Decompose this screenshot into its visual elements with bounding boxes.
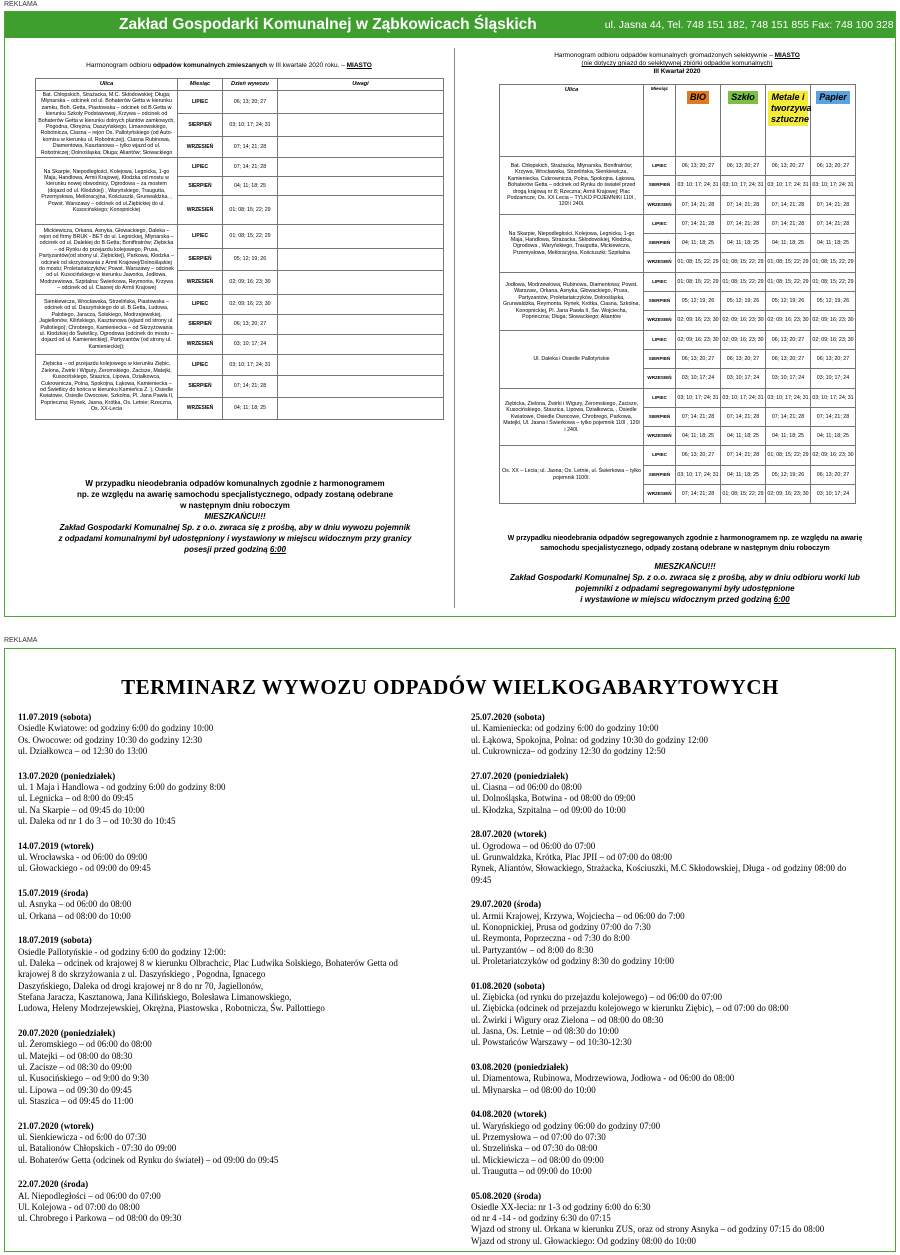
schedule-entry bbox=[471, 1062, 891, 1096]
table-row bbox=[500, 446, 856, 465]
entry-line: ul. Legnicka – od 8:00 do 09:45 bbox=[18, 793, 134, 804]
paper-cell: 07; 14; 21; 28 bbox=[811, 407, 856, 426]
entry-line: ul. Żeromskiego – od 06:00 do 08:00 bbox=[18, 1039, 152, 1050]
plastics-cell: 01; 08; 15; 22; 29 bbox=[766, 446, 811, 465]
plastics-cell: 04; 11; 18; 25 bbox=[766, 427, 811, 446]
table-row bbox=[500, 388, 856, 407]
mixed-waste-table bbox=[35, 78, 444, 420]
day-cell: 03; 10; 17; 24 bbox=[223, 335, 278, 355]
bio-label: BIO bbox=[687, 91, 709, 104]
bio-cell: 07; 14; 21; 28 bbox=[676, 195, 721, 214]
month-cell: LIPIEC bbox=[644, 388, 676, 407]
table-row bbox=[500, 157, 856, 176]
entry-line: ul. Działkowca – od 12:30 do 13:00 bbox=[18, 745, 148, 756]
table-row bbox=[36, 158, 444, 177]
entry-line: ul. Reymonta, Poprzeczna - od 7:30 do 8:00 bbox=[471, 933, 630, 944]
paper-cell: 03; 10; 17; 24 bbox=[811, 485, 856, 504]
entry-line: krajowej 8 do skrzyżowania z ul. Daszyńskiego , Pogodna, Ignacego bbox=[18, 969, 266, 980]
glass-cell: 05; 12; 19; 26 bbox=[721, 292, 766, 311]
entry-line: ul. Waryńskiego od godziny 06:00 do godziny 07:00 bbox=[471, 1120, 661, 1131]
day-cell: 03; 10; 17; 24; 31 bbox=[223, 114, 278, 137]
month-cell: LIPIEC bbox=[644, 330, 676, 349]
entry-line: ul. Batalionów Chłopskich - 07:30 do 09:00 bbox=[18, 1143, 177, 1154]
bio-cell: 06; 13; 20; 27 bbox=[676, 349, 721, 368]
street-list: Jodłowa, Modrzewiowa, Rubinowa, Diamentowa; Powst. Warszaw,, Orkana, Asnyka, Głowackiego, Prusa, Partyzantów, Proletariatczyków, Dolnośląska, Grunwaldzka, Reymonta. Rynek, Krótka, Ciasna, Szkolna, Konopnickiej, Pl. Jana Pawła II, Św. Wojciecha, Popriecznа; Długa; Słowackiego; Aliantów bbox=[500, 272, 644, 330]
glass-cell: 03; 10; 17; 24; 31 bbox=[721, 176, 766, 195]
entry-date: 05.08.2020 (środa) bbox=[471, 1190, 542, 1201]
entry-line: Osiedle Kwiatowe: od godziny 6:00 do godziny 10:00 bbox=[18, 723, 214, 734]
glass-cell: 07; 14; 21; 28 bbox=[721, 214, 766, 233]
month-cell: WRZESIEŃ bbox=[178, 398, 223, 420]
table-row bbox=[500, 214, 856, 233]
schedule-entry bbox=[18, 935, 458, 1014]
entry-line: Wjazd od strony ul. Orkana w kierunku ZUS, oraz od strony Asnyka – od godziny 07:15 do 08:00 bbox=[471, 1224, 825, 1235]
entry-line: ul. Lipowa – od 09:30 do 09:45 bbox=[18, 1084, 132, 1095]
plastics-cell: 01; 08; 15; 22; 29 bbox=[766, 272, 811, 291]
notes-cell bbox=[278, 91, 444, 114]
month-cell: SIERPIEŃ bbox=[644, 465, 676, 484]
month-cell: WRZESIEŃ bbox=[644, 253, 676, 272]
plastics-cell: 06; 13; 20; 27 bbox=[766, 157, 811, 176]
plastics-cell: 07; 14; 21; 28 bbox=[766, 214, 811, 233]
collection-schedule-ad bbox=[4, 11, 896, 617]
entry-line: Stefana Jaracza, Kasztanowa, Jana Kilińskiego, Bolesława Limanowskiego, bbox=[18, 991, 292, 1002]
entry-line: ul. Strzelińska – od 07:30 do 08:00 bbox=[471, 1143, 598, 1154]
schedule-entry bbox=[18, 1121, 458, 1166]
header-month: Miesiąc bbox=[178, 79, 223, 91]
entry-line: ul. Grunwaldzka, Krótka, Plac JPII – od 07:00 do 08:00 bbox=[471, 851, 672, 862]
paper-cell: 07; 14; 21; 28 bbox=[811, 214, 856, 233]
month-cell: SIERPIEŃ bbox=[178, 177, 223, 196]
glass-cell: 07; 14; 21; 28 bbox=[721, 446, 766, 465]
schedule-entry bbox=[18, 1028, 458, 1107]
month-cell: WRZESIEŃ bbox=[178, 335, 223, 355]
notes-cell bbox=[278, 376, 444, 398]
entry-line: ul. Konopnickiej, Prusa od godziny 07:00 do 7:30 bbox=[471, 921, 651, 932]
entry-date: 21.07.2020 (wtorek) bbox=[18, 1120, 94, 1131]
header-street: Ulica bbox=[500, 85, 644, 157]
plastics-cell: 05; 12; 19; 26 bbox=[766, 292, 811, 311]
schedule-entry bbox=[18, 1179, 458, 1224]
entry-date: 14.07.2019 (wtorek) bbox=[18, 840, 94, 851]
entry-date: 27.07.2020 (poniedziałek) bbox=[471, 770, 569, 781]
notes-cell bbox=[278, 196, 444, 225]
entry-line: ul. Orkana – od 08:00 do 10:00 bbox=[18, 910, 131, 921]
notes-cell bbox=[278, 355, 444, 376]
entry-line: ul. Kłodzka, Szpitalna – od 09:00 do 10:00 bbox=[471, 804, 626, 815]
bulky-right-column bbox=[471, 712, 891, 1255]
notes-cell bbox=[278, 335, 444, 355]
entry-line: Osiedle XX-lecia: nr 1-3 od godziny 6:00 do 6:30 bbox=[471, 1201, 651, 1212]
month-cell: WRZESIEŃ bbox=[178, 271, 223, 295]
entry-line: ul. Młynarska – od 08:00 do 10:00 bbox=[471, 1084, 596, 1095]
plastics-cell: 06; 13; 20; 27 bbox=[766, 330, 811, 349]
street-list: Na Skarpie, Niepodległości, Kolejowa, Legnicka, 1-go Maja, Handlowa, Armii Krajowej, Kłodzka od mostu w kierunku nowej obwodnicy, Ogrodowa – za mostem (dojazd od ul. Kłodzkiej) , Waryńskiego, Traugutta, Przemysłowa, Melioracyjna, Kościuszki, Grunwaldzka, , Powst. Warszawy – odcinek od ul.Ziębickiej do ul. Kusocińskiego; Konopnickiej bbox=[36, 158, 178, 225]
entry-date: 04.08.2020 (wtorek) bbox=[471, 1109, 547, 1120]
day-cell: 06; 13; 20; 27 bbox=[223, 91, 278, 114]
table-row bbox=[500, 272, 856, 291]
paper-cell: 02; 09; 16; 23; 30 bbox=[811, 446, 856, 465]
month-cell: LIPIEC bbox=[178, 91, 223, 114]
header-notes: Uwagi bbox=[278, 79, 444, 91]
glass-cell: 03; 10; 17; 24 bbox=[721, 369, 766, 388]
table-row bbox=[500, 330, 856, 349]
paper-cell: 04; 11; 18; 25 bbox=[811, 427, 856, 446]
entry-line: ul. Asnyka – od 06:00 do 08:00 bbox=[18, 899, 132, 910]
table-row bbox=[36, 91, 444, 114]
entry-line: ul. Matejki – od 08:00 do 08:30 bbox=[18, 1050, 133, 1061]
paper-label: Papier bbox=[816, 91, 850, 104]
glass-cell: 03; 10; 17; 24; 31 bbox=[721, 388, 766, 407]
ad-label-bottom: REKLAMA bbox=[4, 637, 38, 644]
notes-cell bbox=[278, 315, 444, 335]
month-cell: LIPIEC bbox=[644, 272, 676, 291]
month-cell: LIPIEC bbox=[644, 214, 676, 233]
header-plastics bbox=[766, 85, 811, 157]
company-name: Zakład Gospodarki Komunalnej w Ząbkowicach Śląskich bbox=[119, 16, 537, 33]
street-list: Bat. Chłopskich, Strażacka, M.C. Skłodowskiej; Długa; Młynarska – odcinek od ul. Bohaterów Getta w kierunku zamku, Boh. Getta, Piastowska – odcinek od B.Getta w kierunku Szkoły Podstawowej, Krzywa – odcinek od Bohaterów Getta w kierunku dolnych plantów zamkowych, Pogodna, Okrężna, Daszyńskiego, Limanowskiego, Robotnicza, Ciasna – rejon Os. Pallotyńskiego (od Auto-komisu w kierunku ul. Robotniczej), Ciasna Rubinowa, Diamentowa, Kasztanowa – tylko wjazd od ul. Robotniczej; Dolnośląska; Długa; Aliantów; Słowackiego bbox=[36, 91, 178, 158]
month-cell: LIPIEC bbox=[178, 158, 223, 177]
table-row bbox=[36, 295, 444, 315]
entry-line: ul. Jasna, Os. Letnie – od 08:30 do 10:00 bbox=[471, 1025, 619, 1036]
plastics-cell: 02; 09; 16; 23; 30 bbox=[766, 311, 811, 330]
bulky-left-column bbox=[18, 712, 458, 1238]
notes-cell bbox=[278, 249, 444, 271]
paper-cell: 01; 08; 15; 22; 29 bbox=[811, 272, 856, 291]
schedule-entry bbox=[471, 1109, 891, 1177]
plastics-cell: 04; 11; 18; 25 bbox=[766, 234, 811, 253]
entry-line: Al. Niepodległości – od 06:00 do 07:00 bbox=[18, 1190, 161, 1201]
glass-cell: 02; 09; 16; 23; 30 bbox=[721, 330, 766, 349]
entry-line: ul. Kusocińskiego – od 9:00 do 9:30 bbox=[18, 1073, 149, 1084]
bio-cell: 04; 11; 18; 25 bbox=[676, 427, 721, 446]
schedule-entry bbox=[471, 712, 891, 757]
entry-line: od nr 4 -14 - od godziny 6:30 do 07:15 bbox=[471, 1213, 611, 1224]
notes-cell bbox=[278, 137, 444, 158]
selective-notice: W przypadku nieodebrania odpadów segregowanych zgodnie z harmonogramem np. ze względu na awarię samochodu specjalistycznego, odpady zostaną odebrane w następnym dniu roboczym MIESZKAŃCU!!! Zakład Gospodarki Komunalnej Sp. z o.o. zwraca się z prośbą, aby w dniu odbioru worki lub pojemniki z odpadami segregowanymi były udostępnione i wystawione w miejscu widocznym przed godziną 6:00 bbox=[507, 535, 863, 604]
selective-table bbox=[499, 84, 856, 504]
month-cell: LIPIEC bbox=[644, 157, 676, 176]
glass-cell: 01; 08; 15; 22; 29 bbox=[721, 485, 766, 504]
entry-line: Daszyńskiego, Daleka od drogi krajowej nr 8 do nr 70, Jagiellonów, bbox=[18, 980, 264, 991]
header-glass bbox=[721, 85, 766, 157]
street-list: Ul. Daleka i Osiedle Pallotyńskie bbox=[500, 330, 644, 388]
notes-cell bbox=[278, 398, 444, 420]
bio-cell: 07; 14; 21; 28 bbox=[676, 214, 721, 233]
month-cell: SIERPIEŃ bbox=[644, 176, 676, 195]
entry-line: ul. Proletariatczyków od godziny 8:30 do godziny 10:00 bbox=[471, 955, 674, 966]
paper-cell: 06; 13; 20; 27 bbox=[811, 157, 856, 176]
header-month: Miesiąc bbox=[644, 85, 676, 157]
entry-line: Wjazd od strony ul. Głowackiego: Od godziny 08:00 do 10:00 bbox=[471, 1235, 696, 1246]
street-list: Ziębicka – od przejazdu kolejowego w kierunku Ziębic, Zielona, Żwirki i Wigury, Żeromskiego, Zacisze, Matejki, Kusocińskiego, Staszica, Lipowa, Działkowca, Cukrownicza, Polna, Spokojna, Łąkowa, Kamieniecka – od Świetlicy do końca w kierunku Kamieńca Z. ), Osiedle Kwiatowe, Osiedle Owocowe, Szkolna, Pl. Jana Pawła II, Popriecznа; Rynek, Jasna, Krótka, Os. Letnie; Rzeczna, Os. XX-Lecia bbox=[36, 355, 178, 420]
plastics-cell: 07; 14; 21; 28 bbox=[766, 195, 811, 214]
entry-date: 11.07.2019 (sobota) bbox=[18, 712, 92, 722]
day-cell: 02; 09; 16; 23; 30 bbox=[223, 271, 278, 295]
bulky-waste-ad bbox=[4, 648, 896, 1252]
entry-line: ul. Wrocławska - od 06:00 do 09:00 bbox=[18, 851, 148, 862]
day-cell: 01; 08; 15; 22; 29 bbox=[223, 196, 278, 225]
selective-rows bbox=[500, 157, 856, 504]
column-divider bbox=[454, 48, 455, 608]
table-row bbox=[36, 355, 444, 376]
notes-cell bbox=[278, 177, 444, 196]
month-cell: LIPIEC bbox=[178, 355, 223, 376]
entry-line: Ul. Kolejowa - od 07:00 do 08:00 bbox=[18, 1201, 140, 1212]
entry-date: 03.08.2020 (poniedziałek) bbox=[471, 1061, 569, 1072]
entry-date: 22.07.2020 (środa) bbox=[18, 1179, 89, 1190]
glass-cell: 06; 13; 20; 27 bbox=[721, 349, 766, 368]
entry-line: ul. Cukrownicza– od godziny 12:30 do godziny 12:50 bbox=[471, 745, 666, 756]
schedule-entry bbox=[471, 981, 891, 1049]
paper-cell: 03; 10; 17; 24 bbox=[811, 369, 856, 388]
month-cell: SIERPIEŃ bbox=[178, 249, 223, 271]
mixed-waste-notice: W przypadku nieodebrania odpadów komunalnych zgodnie z harmonogramem np. ze względu na awarię samochodu specjalistycznego, odpady zostaną odebrane w następnym dniu roboczym MIESZKAŃCU!!! Zakład Gospodarki Komunalnej Sp. z o.o. zwraca się z prośbą, aby w dniu wywozu pojemnik z odpadami komunalnymi był udostępniony i wystawiony w miejscu widocznym przy granicy posesji przed godziną 6:00 bbox=[58, 479, 412, 554]
entry-date: 15.07.2019 (środa) bbox=[18, 888, 89, 899]
schedule-entry bbox=[471, 771, 891, 816]
entry-line: ul. Zacisze – od 08:30 do 09:00 bbox=[18, 1061, 132, 1072]
plastics-label: Metale i tworzywa sztuczne bbox=[768, 91, 808, 126]
entry-line: ul. Na Skarpie – od 09:45 do 10:00 bbox=[18, 804, 145, 815]
entry-line: 09:45 bbox=[471, 874, 492, 885]
entry-date: 20.07.2020 (poniedziałek) bbox=[18, 1028, 116, 1039]
plastics-cell: 03; 10; 17; 24 bbox=[766, 369, 811, 388]
entry-date: 25.07.2020 (sobota) bbox=[471, 712, 545, 722]
notes-cell bbox=[278, 225, 444, 249]
month-cell: WRZESIEŃ bbox=[178, 137, 223, 158]
paper-cell: 02; 09; 16; 23; 30 bbox=[811, 311, 856, 330]
entry-date: 18.07.2019 (sobota) bbox=[18, 935, 92, 946]
notes-cell bbox=[278, 271, 444, 295]
entry-line: ul. Staszica – od 09:45 do 11:00 bbox=[18, 1095, 134, 1106]
entry-line: ul. Partyzantów – od 8:00 do 8:30 bbox=[471, 944, 594, 955]
entry-line: ul. Traugutta – od 09:00 do 10:00 bbox=[471, 1165, 592, 1176]
notes-cell bbox=[278, 114, 444, 137]
month-cell: WRZESIEŃ bbox=[644, 311, 676, 330]
paper-cell: 03; 10; 17; 24; 31 bbox=[811, 388, 856, 407]
schedule-entry bbox=[18, 841, 458, 875]
bio-cell: 05; 12; 19; 26 bbox=[676, 292, 721, 311]
month-cell: SIERPIEŃ bbox=[644, 407, 676, 426]
bio-cell: 06; 13; 20; 27 bbox=[676, 157, 721, 176]
notes-cell bbox=[278, 295, 444, 315]
plastics-cell: 07; 14; 21; 28 bbox=[766, 407, 811, 426]
day-cell: 07; 14; 21; 28 bbox=[223, 158, 278, 177]
month-cell: SIERPIEŃ bbox=[644, 349, 676, 368]
day-cell: 06; 13; 20; 27 bbox=[223, 315, 278, 335]
company-address: ul. Jasna 44, Tel. 748 151 182, 748 151 855 Fax: 748 100 328 bbox=[604, 19, 894, 31]
paper-cell: 03; 10; 17; 24; 31 bbox=[811, 176, 856, 195]
month-cell: SIERPIEŃ bbox=[644, 234, 676, 253]
entry-line: ul. Mickiewicza – od 08:00 do 09:00 bbox=[471, 1154, 604, 1165]
month-cell: LIPIEC bbox=[178, 295, 223, 315]
month-cell: WRZESIEŃ bbox=[644, 195, 676, 214]
street-list: Ziębicka, Zielona, Żwirki i Wigury, Żeromskiego, Zacisze, Kusocińskiego, Staszica, Lipowa, Działkowca, , Osiedle Kwiatowe, Osiedle Owocowe, Chrobrego, Parkowa, Matejki, Ul. Jasna i Świerkowa – tylko pojemnik 110l , 120l i 240l. bbox=[500, 388, 644, 446]
entry-line: ul. Sienkiewicza - od 6:00 do 07:30 bbox=[18, 1131, 147, 1142]
glass-cell: 04; 11; 18; 25 bbox=[721, 465, 766, 484]
schedule-entry bbox=[471, 1191, 891, 1247]
bio-cell: 01; 08; 15; 22; 29 bbox=[676, 253, 721, 272]
day-cell: 03; 10; 17; 24; 31 bbox=[223, 355, 278, 376]
entry-line: ul. Głowackiego - od 09:00 do 09:45 bbox=[18, 863, 151, 874]
entry-line: ul. Ziębicka (od rynku do przejazdu kolejowego) – od 06:00 do 07:00 bbox=[471, 991, 722, 1002]
entry-date: 29.07.2020 (środa) bbox=[471, 899, 542, 910]
entry-line: ul. Diamentowa, Rubinowa, Modrzewiowa, Jodłowa - od 06:00 do 08:00 bbox=[471, 1073, 735, 1084]
notes-cell bbox=[278, 158, 444, 177]
street-list: Os. XX – Lecia; ul. Jasna; Os. Letnie, ul. Świerkowa – tylko pojemnik 1100l. bbox=[500, 446, 644, 504]
schedule-entry bbox=[18, 712, 458, 757]
bio-cell: 01; 08; 15; 22; 29 bbox=[676, 272, 721, 291]
day-cell: 02; 09; 16; 23; 30 bbox=[223, 295, 278, 315]
entry-line: ul. Powstańców Warszawy – od 10:30-12:30 bbox=[471, 1037, 632, 1048]
plastics-cell: 06; 13; 20; 27 bbox=[766, 349, 811, 368]
entry-line: ul. Kamieniecka: od godziny 6:00 do godziny 10:00 bbox=[471, 723, 659, 734]
paper-cell: 06; 13; 20; 27 bbox=[811, 465, 856, 484]
day-cell: 07; 14; 21; 28 bbox=[223, 376, 278, 398]
paper-cell: 05; 12; 19; 26 bbox=[811, 292, 856, 311]
street-list: Mickiewicza, Orkana, Asnyka, Głowackiego, Daleka – rejon od firmy BRUK - BET do ul. Legnickiej, Młynarska – odcinek od ul. Dalekiej do B.Getta; Boniftratrów; Ziębicka – od Rynku do przejazdu kolejowego, Prusa, Partyzantów(od strony ul. Ziębickiej), Parkowa, Kłodzka – odcinek od skrzyżowania z Armii Krajowej/Dolnośląskiej do mostu; Proletariatczyków; Powst. Warszawy – odcinek od ul. Kusocińskiego w kierunku Jaworka, Jodłowa, Modrzewiowa, Szpitalna; Świerkowa, Reymonta, Krzywa – odcinek od ul. Ciasnej do Armii Krajowej bbox=[36, 225, 178, 295]
table-row bbox=[36, 225, 444, 249]
company-banner bbox=[5, 12, 895, 38]
plastics-cell: 02; 09; 16; 23; 30 bbox=[766, 485, 811, 504]
day-cell: 01; 08; 15; 22; 29 bbox=[223, 225, 278, 249]
bio-cell: 03; 10; 17; 24 bbox=[676, 369, 721, 388]
entry-line: ul. Chrobrego i Parkowa – od 08:00 do 09:30 bbox=[18, 1213, 182, 1224]
entry-line: ul. Żwirki i Wigury oraz Zielona – od 08:00 do 08:30 bbox=[471, 1014, 664, 1025]
day-cell: 04; 11; 18; 25 bbox=[223, 177, 278, 196]
paper-cell: 07; 14; 21; 28 bbox=[811, 195, 856, 214]
glass-cell: 02; 09; 16; 23; 30 bbox=[721, 311, 766, 330]
entry-line: ul. Armii Krajowej, Krzywa, Wojciecha – od 06:00 do 7:00 bbox=[471, 910, 685, 921]
entry-line: ul. Daleka – odcinek od krajowej 8 w kierunku Olbrachcic, Plac Ludwika Solskiego, Bohaterów Getta od bbox=[18, 958, 398, 969]
header-bio bbox=[676, 85, 721, 157]
bulky-waste-title: TERMINARZ WYWOZU ODPADÓW WIELKOGABARYTOWYCH bbox=[121, 675, 779, 699]
entry-line: ul. Ogrodowa – od 06:00 do 07:00 bbox=[471, 840, 596, 851]
bio-cell: 03; 10; 17; 24; 31 bbox=[676, 465, 721, 484]
bio-cell: 02; 09; 16; 23; 30 bbox=[676, 330, 721, 349]
entry-line: ul. Ziębicka (odcinek od przejazdu kolejowego w kierunku Ziębic), – od 07:00 do 08:00 bbox=[471, 1003, 789, 1014]
entry-line: Rynek, Aliantów, Słowackiego, Strażacka, Kościuszki, M.C Skłodowskiej, Długa - od godziny 08:00 do bbox=[471, 863, 847, 874]
bio-cell: 03; 10; 17; 24; 31 bbox=[676, 388, 721, 407]
glass-label: Szkło bbox=[728, 91, 758, 104]
header-day: Dzień wywozu bbox=[223, 79, 278, 91]
glass-cell: 07; 14; 21; 28 bbox=[721, 407, 766, 426]
selective-caption: Harmonogram odbioru odpadów komunalnych gromadzonych selektywnie – MIASTO (nie dotyczy gniazd do selektywnej zbiórki odpadów komunalnych) III Kwartał 2020 bbox=[554, 52, 800, 75]
bio-cell: 02; 09; 16; 23; 30 bbox=[676, 311, 721, 330]
glass-cell: 06; 13; 20; 27 bbox=[721, 157, 766, 176]
header-paper bbox=[811, 85, 856, 157]
entry-line: ul. Łąkowa, Spokojna, Polna: od godziny 10:30 do godziny 12:00 bbox=[471, 734, 708, 745]
entry-date: 28.07.2020 (wtorek) bbox=[471, 829, 547, 840]
month-cell: WRZESIEŃ bbox=[644, 485, 676, 504]
month-cell: WRZESIEŃ bbox=[644, 369, 676, 388]
month-cell: SIERPIEŃ bbox=[178, 376, 223, 398]
bio-cell: 03; 10; 17; 24; 31 bbox=[676, 176, 721, 195]
glass-cell: 01; 08; 15; 22; 29 bbox=[721, 253, 766, 272]
street-list: Sienkiewicza, Wrocławska, Strzelińska, Piastowska – odcinek od ul. Daszyńskiego do ul. B.Getta, Ludowa, Palotiego, Jaracza, Sołskiego, Modrzejewskiej, Jagiellonów, Kilińskiego, Kasztanowa (wjazd od strony ul. Pallotiego); Chrobrego, Kamieniecka – od Skrzyżowania ul. Kłodzkiej do Świetlicy, Ogrodowa (odcinek do mostu – dojazd od ul. Kamienieckiej), Partyzantów (od strony ul. Kamienieckiej); bbox=[36, 295, 178, 355]
month-cell: WRZESIEŃ bbox=[178, 196, 223, 225]
schedule-entry bbox=[18, 888, 458, 922]
month-cell: LIPIEC bbox=[644, 446, 676, 465]
mixed-waste-caption: Harmonogram odbioru odpadów komunalnych zmieszanych w III kwartale 2020 roku. – MIASTO bbox=[86, 62, 372, 69]
ad-label-top: REKLAMA bbox=[4, 1, 38, 8]
entry-line: ul. Przemysłowa – od 07:00 do 07:30 bbox=[471, 1131, 606, 1142]
schedule-entry bbox=[471, 899, 891, 967]
glass-cell: 04; 11; 18; 25 bbox=[721, 427, 766, 446]
month-cell: WRZESIEŃ bbox=[644, 427, 676, 446]
plastics-cell: 05; 12; 19; 26 bbox=[766, 465, 811, 484]
schedule-entry bbox=[18, 771, 458, 827]
entry-line: ul. 1 Maja i Handlowa - od godziny 6:00 do godziny 8:00 bbox=[18, 781, 226, 792]
entry-line: ul. Ciasna – od 06:00 do 08:00 bbox=[471, 781, 582, 792]
street-list: Bat. Chłopskich, Strażacka, Młynarska, Bonifratrów; Krzywa, Wrocławska, Strzelińska, Sienkiewicza, Kamieniecka, Cukrownicza, Polna, Spokojna. Łąkowa, Bohaterów Getta – odcinek od Rynku do świateł przed drogą krajową nr 8; Rzeczna; Armii Krajowej; Plac Podzamcze, Os. XX Lecia – TYLKO POJEMNIKI 110l , 120l i 240l. bbox=[500, 157, 644, 215]
month-cell: SIERPIEŃ bbox=[178, 114, 223, 137]
glass-cell: 04; 11; 18; 25 bbox=[721, 234, 766, 253]
bio-cell: 07; 14; 21; 28 bbox=[676, 485, 721, 504]
plastics-cell: 03; 10; 17; 24; 31 bbox=[766, 176, 811, 195]
street-list: Na Skarpie, Niepodległości, Kolejowa, Legnicka, 1-go Maja, Handlowa, Strażacka, Skłodowskiej, Kłodzka, Ogrodowa , Waryńskiego, Traugutta, Mickiewicza, Przemysłowa, Melioracyjna, Kościuszki; Szpitalna bbox=[500, 214, 644, 272]
day-cell: 05; 12; 19; 26 bbox=[223, 249, 278, 271]
day-cell: 07; 14; 21; 28 bbox=[223, 137, 278, 158]
header-street: Ulica bbox=[36, 79, 178, 91]
glass-cell: 07; 14; 21; 28 bbox=[721, 195, 766, 214]
entry-line: ul. Bohaterów Getta (odcinek od Rynku do świateł) – od 09:00 do 09:45 bbox=[18, 1154, 279, 1165]
month-cell: SIERPIEŃ bbox=[644, 292, 676, 311]
paper-cell: 06; 13; 20; 27 bbox=[811, 349, 856, 368]
glass-cell: 01; 08; 15; 22; 29 bbox=[721, 272, 766, 291]
bio-cell: 07; 14; 21; 28 bbox=[676, 407, 721, 426]
plastics-cell: 03; 10; 17; 24; 31 bbox=[766, 388, 811, 407]
paper-cell: 01; 08; 15; 22; 29 bbox=[811, 253, 856, 272]
bio-cell: 06; 13; 20; 27 bbox=[676, 446, 721, 465]
entry-line: ul. Dolnośląska, Botwina - od 08:00 do 09:00 bbox=[471, 793, 636, 804]
paper-cell: 02; 09; 16; 23; 30 bbox=[811, 330, 856, 349]
entry-line: Osiedle Pallotyńskie - od godziny 6:00 do godziny 12:00: bbox=[18, 946, 226, 957]
paper-cell: 04; 11; 18; 25 bbox=[811, 234, 856, 253]
bio-cell: 04; 11; 18; 25 bbox=[676, 234, 721, 253]
entry-date: 01.08.2020 (sobota) bbox=[471, 980, 545, 991]
month-cell: SIERPIEŃ bbox=[178, 315, 223, 335]
month-cell: LIPIEC bbox=[178, 225, 223, 249]
mixed-waste-rows bbox=[36, 91, 444, 420]
entry-date: 13.07.2020 (poniedziałek) bbox=[18, 770, 116, 781]
entry-line: Os. Owocowe: od godziny 10:30 do godziny 12:30 bbox=[18, 734, 202, 745]
entry-line: ul. Daleka od nr 1 do 3 – od 10:30 do 10:45 bbox=[18, 815, 176, 826]
schedule-entry bbox=[471, 829, 891, 885]
day-cell: 04; 11; 18; 25 bbox=[223, 398, 278, 420]
entry-line: Ludowa, Heleny Modrzejewskiej, Okrężna, Piastowska , Robotnicza, Św. Pallottiego bbox=[18, 1003, 325, 1014]
plastics-cell: 01; 08; 15; 22; 29 bbox=[766, 253, 811, 272]
